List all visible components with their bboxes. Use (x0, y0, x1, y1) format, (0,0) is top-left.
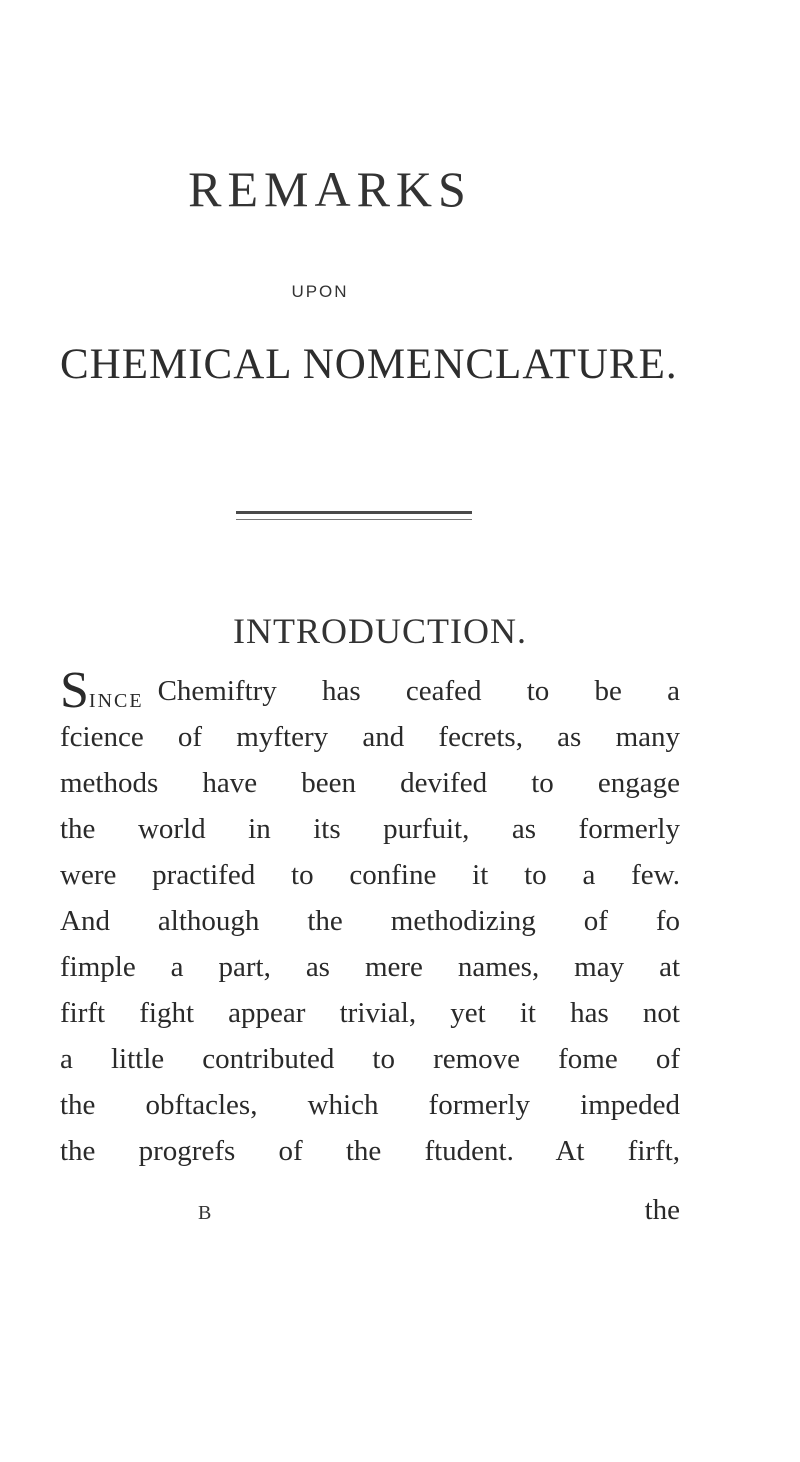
text-line: fimple a part, as mere names, may at (60, 951, 680, 983)
section-heading: INTRODUCTION. (233, 611, 527, 651)
drop-cap: S (60, 662, 89, 719)
page-title: REMARKS (188, 161, 472, 217)
text-line: And although the methodizing of fo (60, 905, 680, 937)
opening-word (60, 662, 144, 719)
title-connector: UPON (291, 282, 349, 301)
text-line: fcience of myftery and fecrets, as many (60, 721, 680, 753)
page-subtitle: CHEMICAL NOMENCLATURE. (60, 341, 678, 388)
text-line: were practifed to confine it to a few. (60, 859, 680, 891)
text-line: a little contributed to remove fome of (60, 1043, 680, 1075)
section-divider-thin (236, 519, 472, 520)
catchword: the (644, 1194, 680, 1226)
body-paragraph (60, 662, 680, 1174)
text-line: the obftacles, which formerly impeded (60, 1089, 680, 1121)
signature-mark: B (198, 1202, 212, 1224)
first-word-smallcaps: INCE (88, 690, 144, 712)
text-line: the world in its purfuit, as formerly (60, 813, 680, 845)
text-line: the progrefs of the ftudent. At firft, (60, 1135, 680, 1167)
text-line: firft fight appear trivial, yet it has not (60, 997, 680, 1029)
text-line-1 (60, 662, 680, 719)
page-footer (60, 1194, 680, 1234)
text-line: methods have been devifed to engage (60, 767, 680, 799)
text-line: Chemiftry has ceafed to be a (157, 675, 680, 707)
section-divider (236, 511, 472, 514)
